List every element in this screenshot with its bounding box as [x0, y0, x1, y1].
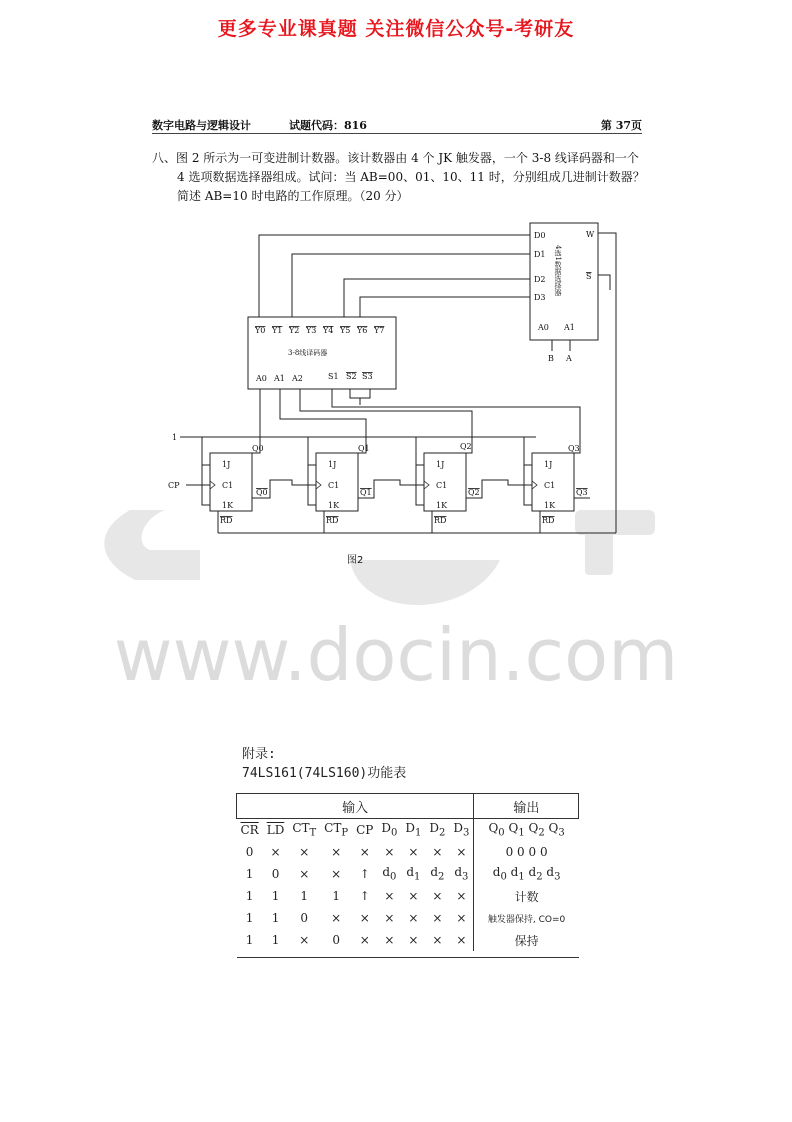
ff-clock-label: C1 [328, 481, 340, 490]
ff-clock-label: C1 [544, 481, 556, 490]
table-row: 1 1 0 × × × × × × 触发器保持, CO=0 [237, 907, 579, 929]
figure-caption: 图2 [347, 555, 364, 566]
decoder-name: 3-8线译码器 [288, 349, 328, 357]
mux-select-b: B [548, 354, 554, 363]
ff-output-q0: Q0 [252, 444, 264, 453]
page-header [152, 117, 642, 134]
ff-output-q0bar: Q0 [256, 488, 268, 497]
mux-input-d1: D1 [534, 250, 546, 259]
ff-k-label: 1K [436, 501, 448, 510]
ff-reset-label: RD [326, 516, 339, 525]
exam-code: 试题代码：816 [289, 119, 367, 132]
table-row: 1 0 × × ↑ $d_0$ $d_1$ $d_2$ $d_3$ $d_0$ $d_1$ $d_2$ $d_3$ [237, 863, 579, 885]
question-line: 简述 AB=10 时电路的工作原理。（20 分） [177, 189, 409, 203]
ff-output-q3: Q3 [568, 444, 580, 453]
ff-output-q1: Q1 [358, 444, 370, 453]
table-row: $\overline{CR}$ $\overline{LD}$ $CT_T$ $CT_P$ CP $D_0$ $D_1$ $D_2$ $D_3$ $Q_0$ $Q_1$ $Q_2$ $Q_3$ [237, 819, 579, 842]
page-number: 第 37页 [600, 119, 642, 132]
counter-circuit-diagram [160, 215, 630, 565]
mux-output-w: W [586, 230, 595, 239]
decoder-output-y2: Y2 [289, 326, 300, 335]
ff-reset-label: RD [434, 516, 447, 525]
mux-name: 4选1数据选择器 [554, 245, 562, 296]
ff-clock-label: C1 [222, 481, 234, 490]
ff-j-label: 1J [222, 460, 231, 469]
decoder-output-y4: Y4 [323, 326, 334, 335]
decoder-output-y0: Y0 [255, 326, 266, 335]
decoder-enable-s3: S3 [362, 372, 373, 381]
decoder-input-a1: A1 [274, 374, 285, 383]
ff-output-q1bar: Q1 [360, 488, 372, 497]
decoder-output-y1: Y1 [272, 326, 283, 335]
table-row: 1 1 × 0 × × × × × 保持 [237, 929, 579, 951]
watermark-text: www.docin.com [113, 613, 679, 697]
decoder-output-y3: Y3 [306, 326, 317, 335]
ff-j-label: 1J [436, 460, 445, 469]
ff-clock-label: C1 [436, 481, 448, 490]
ff-k-label: 1K [328, 501, 340, 510]
appendix-heading [242, 745, 406, 783]
subject-name: 数字电路与逻辑设计 [152, 119, 251, 132]
ff-reset-label: RD [220, 516, 233, 525]
appendix-label: 附录: [242, 747, 276, 762]
decoder-output-y6: Y6 [357, 326, 368, 335]
question-line: 八、图 2 所示为一可变进制计数器。该计数器由 4 个 JK 触发器，一个 3-8 线译码器和一个 [152, 151, 639, 165]
ff-j-label: 1J [544, 460, 553, 469]
mux-input-d2: D2 [534, 275, 546, 284]
ff-k-label: 1K [222, 501, 234, 510]
decoder-output-y7: Y7 [374, 326, 385, 335]
ff-reset-label: RD [542, 516, 555, 525]
decoder-enable-s1: S1 [328, 372, 339, 381]
decoder-input-a0: A0 [256, 374, 267, 383]
ff-j-label: 1J [328, 460, 337, 469]
question-text [152, 149, 652, 206]
mux-select-a0: A0 [538, 323, 549, 332]
mux-select-a: A [566, 354, 572, 363]
mux-select-a1: A1 [564, 323, 575, 332]
appendix-title: 74LS161(74LS160)功能表 [242, 766, 407, 781]
mux-strobe: S [586, 272, 592, 281]
decoder-output-y5: Y5 [340, 326, 351, 335]
function-table [236, 793, 579, 958]
mux-input-d0: D0 [534, 231, 546, 240]
question-line: 4 选项数据选择器组成。试问：当 AB=00、01、10、11 时，分别组成几进制计数器？ [177, 170, 645, 184]
ff-k-label: 1K [544, 501, 556, 510]
mux-input-d3: D3 [534, 293, 546, 302]
table-row: 0 × × × × × × × × 0 0 0 0 [237, 841, 579, 863]
promo-banner: 更多专业课真题 关注微信公众号-考研友 [217, 18, 575, 40]
clock-label: CP [168, 481, 180, 490]
ff-output-q2: Q2 [460, 442, 472, 451]
ff-output-q2bar: Q2 [468, 488, 480, 497]
input-header: 输入 [237, 794, 474, 819]
input-one-label: 1 [172, 433, 178, 442]
ff-output-q3bar: Q3 [576, 488, 588, 497]
decoder-enable-s2: S2 [346, 372, 357, 381]
decoder-input-a2: A2 [292, 374, 303, 383]
table-row: 1 1 1 1 ↑ × × × × 计数 [237, 885, 579, 907]
output-header: 输出 [474, 794, 579, 819]
